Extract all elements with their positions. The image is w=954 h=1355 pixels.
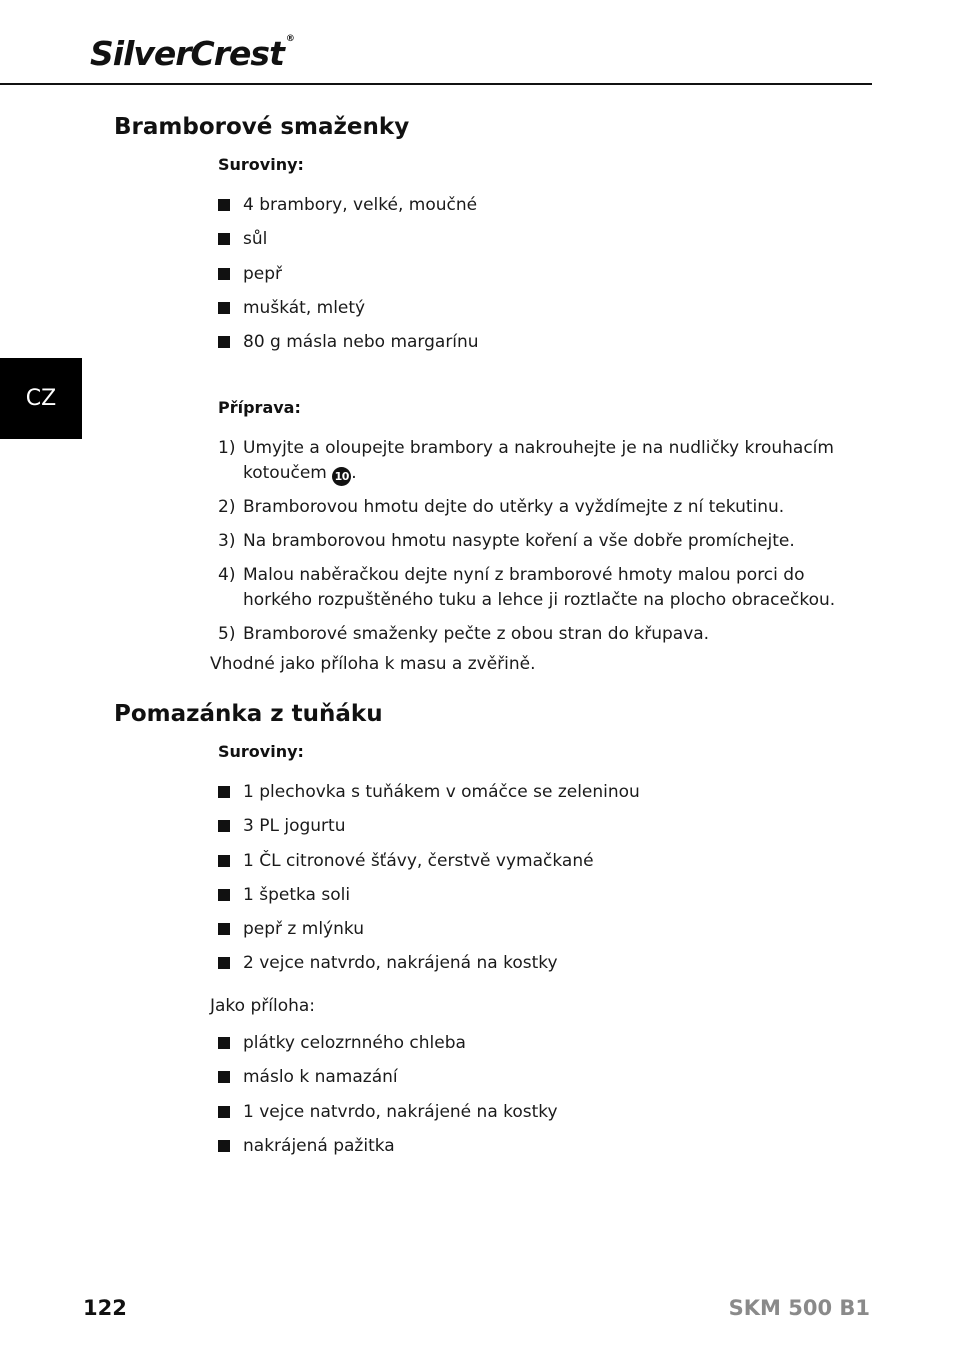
registered-mark: ® — [285, 34, 294, 44]
part-ref-10-icon: 10 — [332, 467, 351, 486]
bullet-square-icon — [218, 957, 230, 969]
step-item: 1) Umyjte a oloupejte brambory a nakrouhejte je na nudličky krouhacím kotoučem 10 . — [218, 436, 858, 486]
bullet-square-icon — [218, 889, 230, 901]
section2-side-heading: Jako příloha: — [210, 996, 316, 1016]
list-item: pepř z mlýnku — [218, 918, 640, 952]
list-item: 4 brambory, velké, moučné — [218, 194, 479, 228]
list-item: muškát, mletý — [218, 297, 479, 331]
list-item: máslo k namazání — [218, 1066, 558, 1100]
list-item: 80 g másla nebo margarínu — [218, 331, 479, 365]
list-item: nakrájená pažitka — [218, 1135, 558, 1169]
step-item: 3) Na bramborovou hmotu nasypte koření a vše dobře promíchejte. — [218, 531, 795, 551]
list-item: pepř — [218, 263, 479, 297]
section1-ingredients-list — [218, 194, 479, 365]
bullet-square-icon — [218, 1106, 230, 1118]
list-item: plátky celozrnného chleba — [218, 1032, 558, 1066]
step-item: 5) Bramborové smaženky pečte z obou stran do křupava. — [218, 624, 710, 644]
brand-logo: SilverCrest ® — [90, 34, 294, 73]
section2-ingredients-list — [218, 781, 640, 987]
section1-steps-list — [218, 436, 858, 647]
section1-ingredients-heading: Suroviny: — [218, 155, 304, 174]
list-item: 1 vejce natvrdo, nakrájené na kostky — [218, 1101, 558, 1135]
step-item: 4) Malou naběračkou dejte nyní z bramborové hmoty malou porci do horkého rozpuštěného tuku a lehce ji roztlačte na plocho obracečkou. — [218, 565, 836, 610]
list-item: 1 plechovka s tuňákem v omáčce se zeleninou — [218, 781, 640, 815]
bullet-square-icon — [218, 786, 230, 798]
section2-ingredients-heading: Suroviny: — [218, 742, 304, 761]
bullet-square-icon — [218, 233, 230, 245]
section1-title: Bramborové smaženky — [114, 114, 410, 140]
bullet-square-icon — [218, 336, 230, 348]
list-item: 1 špetka soli — [218, 884, 640, 918]
section2-side-list — [218, 1032, 558, 1169]
list-item: 2 vejce natvrdo, nakrájená na kostky — [218, 952, 640, 986]
bullet-square-icon — [218, 820, 230, 832]
bullet-square-icon — [218, 1140, 230, 1152]
bullet-square-icon — [218, 923, 230, 935]
model-name: SKM 500 B1 — [728, 1296, 870, 1320]
section1-note: Vhodné jako příloha k masu a zvěřině. — [210, 654, 536, 674]
bullet-square-icon — [218, 1037, 230, 1049]
page-number: 122 — [83, 1296, 127, 1320]
list-item: sůl — [218, 228, 479, 262]
bullet-square-icon — [218, 268, 230, 280]
bullet-square-icon — [218, 855, 230, 867]
bullet-square-icon — [218, 199, 230, 211]
list-item: 1 ČL citronové šťávy, čerstvě vymačkané — [218, 850, 640, 884]
section1-prep-heading: Příprava: — [218, 398, 301, 417]
list-item: 3 PL jogurtu — [218, 815, 640, 849]
section2-title: Pomazánka z tuňáku — [114, 701, 383, 727]
header-rule — [0, 83, 872, 85]
bullet-square-icon — [218, 1071, 230, 1083]
bullet-square-icon — [218, 302, 230, 314]
language-tab: CZ — [0, 358, 82, 439]
step-item: 2) Bramborovou hmotu dejte do utěrky a vyždímejte z ní tekutinu. — [218, 497, 785, 517]
